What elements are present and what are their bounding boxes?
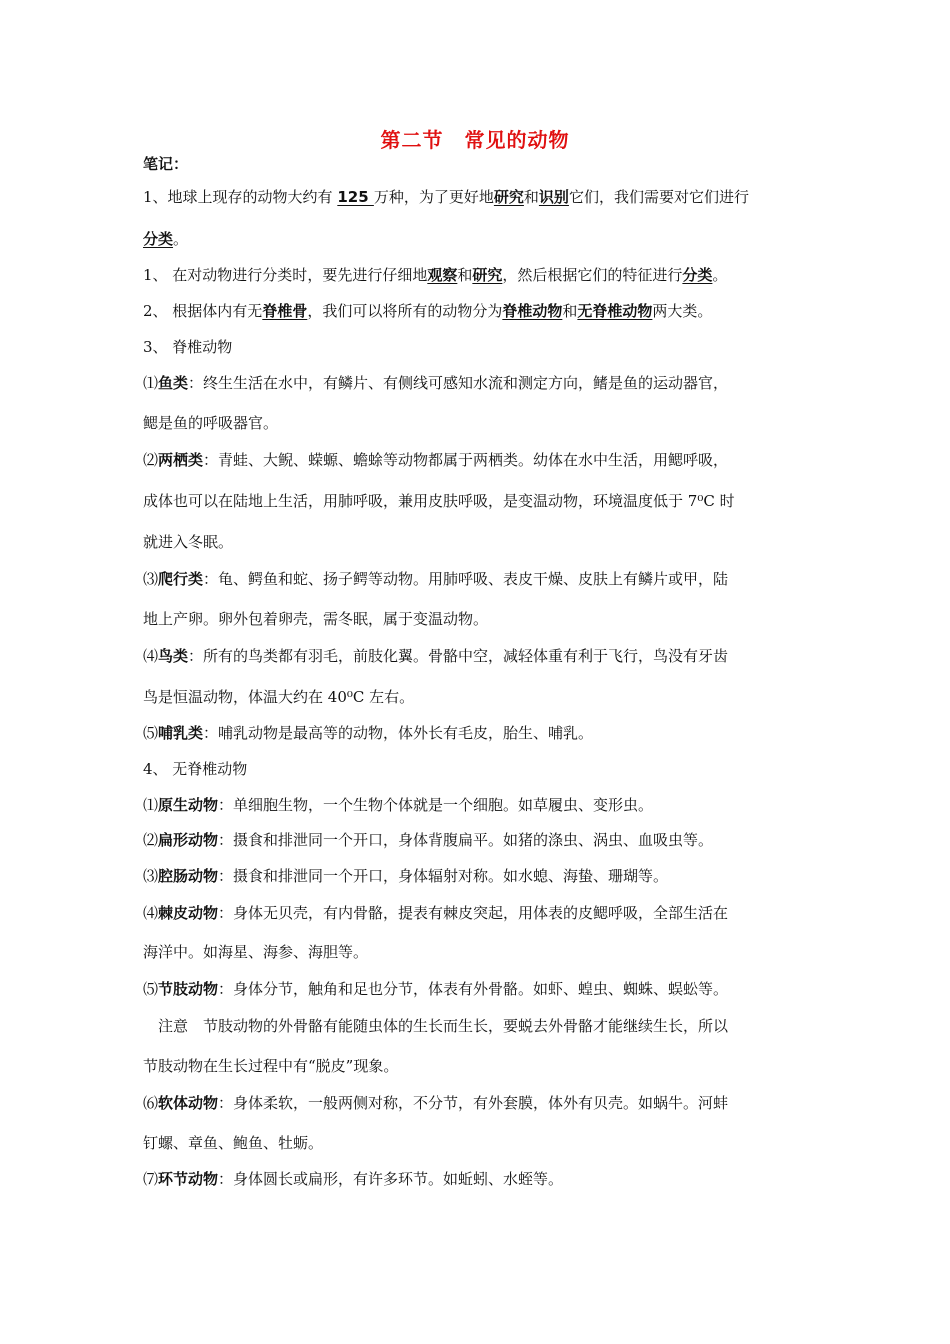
text: 1、地球上现存的动物大约有 bbox=[143, 188, 338, 206]
number: ⑴ bbox=[143, 796, 159, 814]
text: 两大类。 bbox=[652, 302, 713, 320]
text: ：所有的鸟类都有羽毛，前肢化翼。骨骼中空，减轻体重有利于飞行，鸟没有牙齿 bbox=[188, 647, 729, 665]
number: ⑴ bbox=[143, 374, 159, 392]
text: 1、 在对动物进行分类时，要先进行仔细地 bbox=[143, 266, 428, 284]
section-invertebrates: 4、 无脊椎动物 bbox=[143, 760, 248, 778]
number: ⑶ bbox=[143, 570, 159, 588]
notes-label: 笔记： bbox=[143, 155, 189, 173]
keyword: 哺乳类 bbox=[158, 724, 204, 742]
keyword: 腔肠动物 bbox=[158, 867, 219, 885]
number: ⑷ bbox=[143, 647, 159, 665]
text: 和 bbox=[457, 266, 473, 284]
keyword: 棘皮动物 bbox=[158, 904, 219, 922]
text: ：身体无贝壳，有内骨骼，提表有棘皮突起，用体表的皮鳃呼吸，全部生活在 bbox=[218, 904, 729, 922]
text: ：摄食和排泄同一个开口，身体背腹扁平。如猪的涤虫、涡虫、血吸虫等。 bbox=[218, 831, 714, 849]
text: 和 bbox=[562, 302, 578, 320]
keyword: 两栖类 bbox=[158, 451, 204, 469]
keyword: 爬行类 bbox=[158, 570, 204, 588]
list-item bbox=[143, 1092, 823, 1114]
keyword: 脊椎动物 bbox=[502, 302, 563, 320]
keyword: 节肢动物 bbox=[158, 980, 219, 998]
text: ：终生生活在水中，有鳞片、有侧线可感知水流和测定方向，鳍是鱼的运动器官， bbox=[188, 374, 729, 392]
keyword: 扁形动物 bbox=[158, 831, 219, 849]
text: ：身体柔软，一般两侧对称，不分节，有外套膜，体外有贝壳。如蜗牛。河蚌 bbox=[218, 1094, 729, 1112]
list-item bbox=[143, 722, 823, 744]
number: ⑷ bbox=[143, 904, 159, 922]
text: ：龟、鳄鱼和蛇、扬子鳄等动物。用肺呼吸、表皮干燥、皮肤上有鳞片或甲，陆 bbox=[203, 570, 729, 588]
keyword: 研究 bbox=[472, 266, 503, 284]
list-item bbox=[143, 902, 823, 924]
keyword: 鱼类 bbox=[158, 374, 189, 392]
keyword: 分类 bbox=[682, 266, 713, 284]
text: ，我们可以将所有的动物分为 bbox=[307, 302, 503, 320]
text: 。 bbox=[173, 230, 189, 248]
text: 它们，我们需要对它们进行 bbox=[568, 188, 749, 206]
keyword: 鸟类 bbox=[158, 647, 189, 665]
paragraph-1-cont bbox=[143, 228, 823, 250]
note-line-cont: 节肢动物在生长过程中有“脱皮”现象。 bbox=[143, 1057, 399, 1075]
number: ⑹ bbox=[143, 1094, 159, 1112]
paragraph-3 bbox=[143, 300, 823, 322]
list-item bbox=[143, 794, 823, 816]
keyword: 识别 bbox=[538, 188, 569, 206]
number: ⑵ bbox=[143, 451, 159, 469]
list-item-cont: 钉螺、章鱼、鲍鱼、牡蛎。 bbox=[143, 1134, 324, 1152]
list-item bbox=[143, 978, 823, 1000]
list-item-cont: 鸟是恒温动物，体温大约在 40⁰C 左右。 bbox=[143, 688, 415, 706]
number: ⑸ bbox=[143, 724, 159, 742]
text: ：哺乳动物是最高等的动物，体外长有毛皮，胎生、哺乳。 bbox=[203, 724, 594, 742]
text: 。 bbox=[712, 266, 728, 284]
text: 万种，为了更好地 bbox=[373, 188, 494, 206]
section-vertebrates: 3、 脊椎动物 bbox=[143, 338, 233, 356]
text: 和 bbox=[523, 188, 539, 206]
text: 2、 根据体内有无 bbox=[143, 302, 263, 320]
list-item-cont: 成体也可以在陆地上生活，用肺呼吸，兼用皮肤呼吸，是变温动物，环境温度低于 7⁰C 时 bbox=[143, 492, 735, 510]
list-item-cont: 鳃是鱼的呼吸器官。 bbox=[143, 414, 279, 432]
keyword: 125 bbox=[337, 188, 374, 206]
number: ⑵ bbox=[143, 831, 159, 849]
list-item bbox=[143, 372, 823, 394]
list-item bbox=[143, 865, 823, 887]
list-item bbox=[143, 1168, 823, 1190]
paragraph-1 bbox=[143, 186, 823, 208]
text: ：身体分节，触角和足也分节，体表有外骨骼。如虾、蝗虫、蜘蛛、蜈蚣等。 bbox=[218, 980, 729, 998]
page-title: 第二节 常见的动物 bbox=[380, 128, 570, 152]
keyword: 脊椎骨 bbox=[262, 302, 308, 320]
note-line: 注意 节肢动物的外骨骼有能随虫体的生长而生长，要蜕去外骨骼才能继续生长，所以 bbox=[143, 1017, 729, 1035]
keyword: 无脊椎动物 bbox=[577, 302, 653, 320]
text: ：单细胞生物，一个生物个体就是一个细胞。如草履虫、变形虫。 bbox=[218, 796, 654, 814]
number: ⑺ bbox=[143, 1170, 159, 1188]
number: ⑸ bbox=[143, 980, 159, 998]
keyword: 分类 bbox=[143, 230, 174, 248]
list-item bbox=[143, 645, 823, 667]
text: ：身体圆长或扁形，有许多环节。如蚯蚓、水蛭等。 bbox=[218, 1170, 564, 1188]
list-item-cont: 海洋中。如海星、海参、海胆等。 bbox=[143, 943, 369, 961]
list-item-cont: 地上产卵。卵外包着卵壳，需冬眠，属于变温动物。 bbox=[143, 610, 489, 628]
keyword: 研究 bbox=[493, 188, 524, 206]
keyword: 观察 bbox=[427, 266, 458, 284]
paragraph-2 bbox=[143, 264, 823, 286]
list-item-cont: 就进入冬眠。 bbox=[143, 533, 234, 551]
text: ，然后根据它们的特征进行 bbox=[502, 266, 683, 284]
keyword: 环节动物 bbox=[158, 1170, 219, 1188]
list-item bbox=[143, 568, 823, 590]
list-item bbox=[143, 449, 823, 471]
text: ：青蛙、大鲵、蝾螈、蟾蜍等动物都属于两栖类。幼体在水中生活，用鳃呼吸， bbox=[203, 451, 729, 469]
list-item bbox=[143, 829, 823, 851]
number: ⑶ bbox=[143, 867, 159, 885]
keyword: 软体动物 bbox=[158, 1094, 219, 1112]
keyword: 原生动物 bbox=[158, 796, 219, 814]
text: ：摄食和排泄同一个开口，身体辐射对称。如水螅、海蛰、珊瑚等。 bbox=[218, 867, 669, 885]
